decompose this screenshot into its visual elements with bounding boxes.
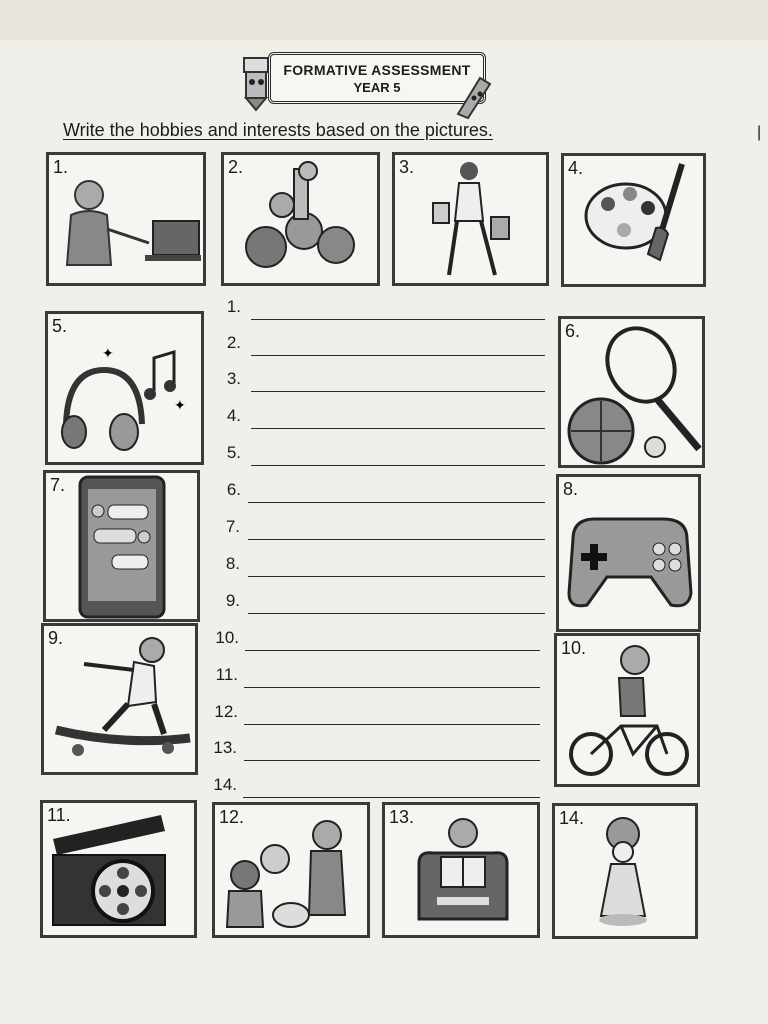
computer-user-icon: [49, 155, 203, 283]
phone-chat-icon: [46, 473, 197, 619]
picture-box-11: [40, 800, 197, 938]
answer-write-line[interactable]: [244, 687, 540, 688]
picture-number: 11.: [47, 805, 71, 825]
picture-number: 9.: [48, 628, 64, 648]
skateboard-icon: [44, 626, 195, 772]
picture-number: 14.: [559, 808, 585, 828]
picture-number: 6.: [565, 321, 581, 341]
answer-write-line[interactable]: [251, 391, 545, 392]
answer-line-label: 7.: [225, 517, 240, 536]
painting-palette-icon: [564, 156, 703, 284]
picture-box-8: [556, 474, 701, 632]
picture-box-7: [43, 470, 200, 622]
answer-write-line[interactable]: [248, 502, 545, 503]
svg-text:✦: ✦: [174, 398, 186, 414]
picture-number: 10.: [561, 638, 587, 658]
cut-off-mark: |: [757, 124, 762, 141]
answer-line-label: 14.: [213, 775, 237, 794]
answer-line-label: 4.: [226, 406, 241, 425]
answer-line-label: 10.: [215, 628, 239, 647]
picture-box-9: [41, 623, 198, 775]
picture-box-5: [45, 311, 204, 465]
picture-number: 8.: [563, 479, 579, 499]
shopping-icon: [395, 155, 546, 283]
picture-box-13: [382, 802, 540, 938]
picture-box-10: [554, 633, 700, 787]
cooking-icon: [215, 805, 367, 935]
animals-icon: [224, 155, 377, 283]
picture-number: 7.: [50, 475, 66, 495]
movie-clapperboard-icon: [43, 803, 194, 935]
answer-write-line[interactable]: [251, 319, 545, 320]
picture-box-2: [221, 152, 380, 286]
instruction-text: Write the hobbies and interests based on the pictures.: [63, 120, 493, 140]
banner-subtitle: YEAR 5: [353, 80, 401, 95]
picture-box-1: [46, 152, 206, 286]
crayon-character-icon: [452, 74, 494, 120]
sports-ball-racket-icon: [561, 319, 702, 465]
answer-line-label: 2.: [226, 333, 241, 352]
answer-write-line[interactable]: [251, 428, 545, 429]
answer-line-label: 1.: [226, 297, 241, 316]
picture-box-14: [552, 803, 698, 939]
picture-box-6: [558, 316, 705, 468]
reading-icon: [385, 805, 537, 935]
picture-number: 2.: [228, 157, 244, 177]
picture-number: 12.: [219, 807, 245, 827]
answer-write-line[interactable]: [244, 760, 540, 761]
picture-number: 4.: [568, 158, 584, 178]
answer-line-label: 11.: [215, 665, 238, 684]
music-headphones-icon: [48, 314, 201, 462]
answer-line-label: 6.: [226, 480, 241, 499]
answer-line-label: 9.: [225, 591, 240, 610]
answer-write-line[interactable]: [244, 724, 540, 725]
picture-box-12: [212, 802, 370, 938]
banner-title: FORMATIVE ASSESSMENT: [283, 62, 471, 78]
answer-write-line[interactable]: [251, 465, 545, 466]
picture-box-3: [392, 152, 549, 286]
picture-box-4: [561, 153, 706, 287]
game-controller-icon: [559, 477, 698, 629]
answer-write-line[interactable]: [245, 650, 540, 651]
answer-write-line[interactable]: [248, 613, 545, 614]
cycling-icon: [557, 636, 697, 784]
picture-number: 5.: [52, 316, 68, 336]
answer-line-label: 5.: [226, 443, 241, 462]
answer-line-label: 3.: [226, 369, 241, 388]
picture-number: 13.: [389, 807, 415, 827]
answer-line-label: 13.: [213, 738, 237, 757]
answer-write-line[interactable]: [248, 539, 545, 540]
answer-write-line[interactable]: [251, 355, 545, 356]
dancing-icon: [555, 806, 695, 936]
answer-write-line[interactable]: [248, 576, 545, 577]
picture-number: 3.: [399, 157, 415, 177]
picture-number: 1.: [53, 157, 69, 177]
svg-text:✦: ✦: [102, 346, 114, 362]
answer-line-label: 8.: [225, 554, 240, 573]
answer-write-line[interactable]: [243, 797, 540, 798]
answer-line-label: 12.: [214, 702, 238, 721]
